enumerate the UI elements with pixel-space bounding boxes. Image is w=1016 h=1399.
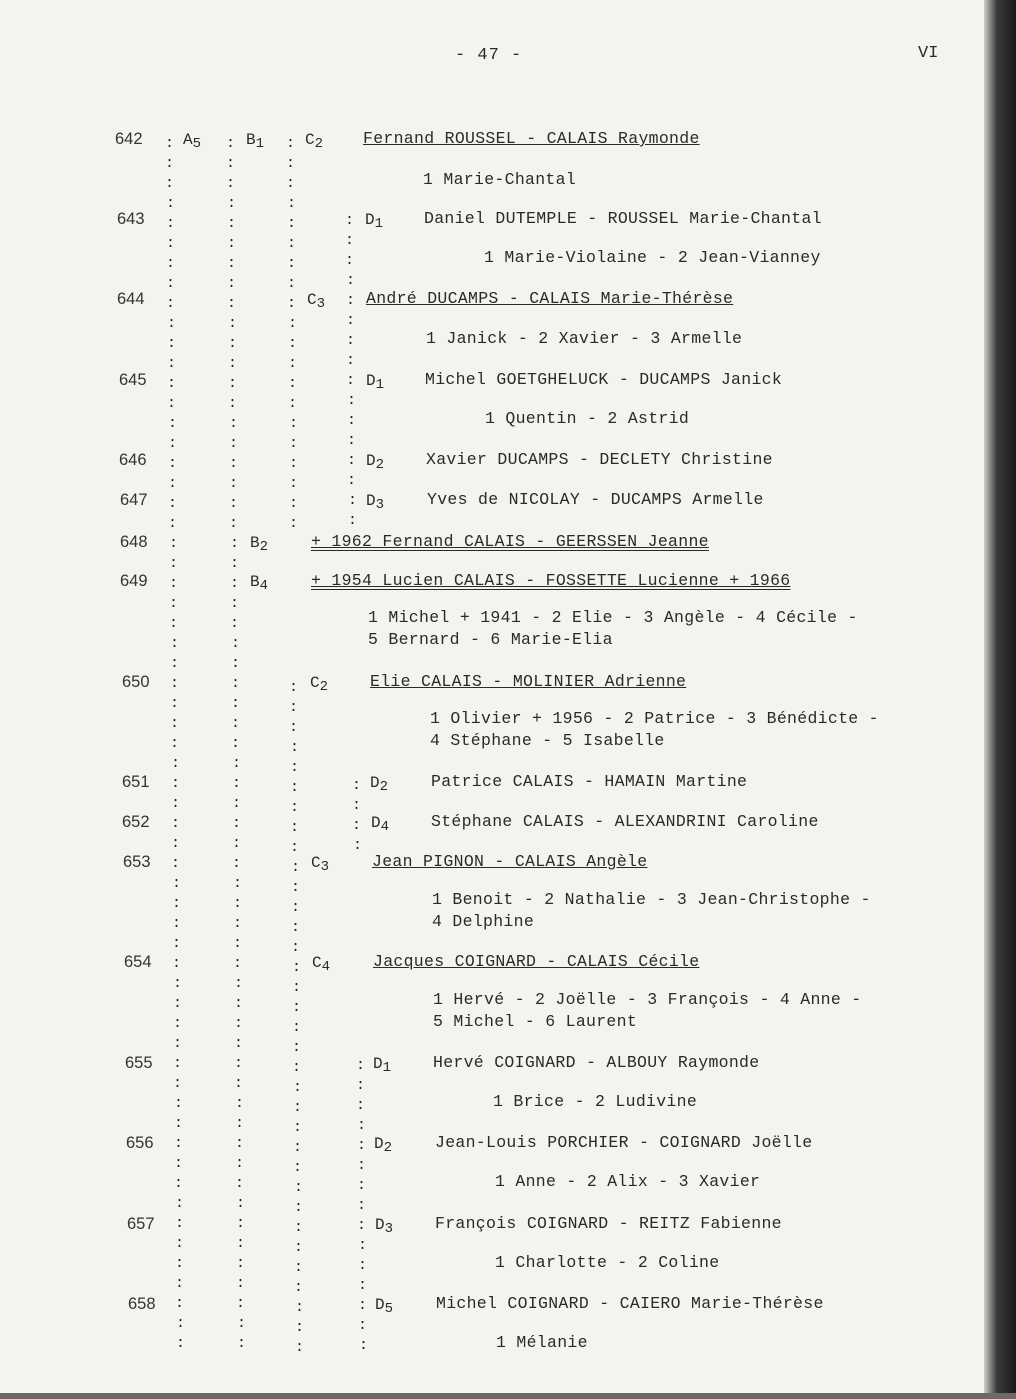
children-list: 1 Olivier + 1956 - 2 Patrice - 3 Bénédicte - — [430, 709, 879, 728]
ledger-colon: : — [359, 1337, 369, 1354]
entry-number: 658 — [128, 1295, 156, 1313]
entry-number: 651 — [122, 773, 150, 791]
ledger-colon: : — [234, 995, 244, 1012]
generation-marker: $D_1$ — [373, 1055, 392, 1076]
ledger-colon: : — [171, 775, 181, 792]
ledger-colon: : — [166, 195, 176, 212]
ledger-colon: : — [171, 855, 181, 872]
entry-number: 646 — [119, 451, 147, 469]
ledger-colon: : — [230, 575, 240, 592]
children-list: 1 Marie-Violaine - 2 Jean-Vianney — [484, 248, 821, 267]
ledger-colon: : — [170, 695, 180, 712]
ledger-colon: : — [357, 1157, 367, 1174]
entry-number: 644 — [117, 290, 145, 308]
generation-marker: $C_3$ — [311, 854, 330, 875]
couple-entry: Michel COIGNARD - CAIERO Marie-Thérèse — [436, 1294, 824, 1313]
children-list: 1 Marie-Chantal — [423, 170, 577, 189]
ledger-colon: : — [293, 1159, 303, 1176]
entry-number: 655 — [125, 1054, 153, 1072]
couple-entry: André DUCAMPS - CALAIS Marie-Thérèse — [366, 289, 734, 308]
ledger-colon: : — [229, 475, 239, 492]
ledger-colon: : — [287, 235, 297, 252]
ledger-colon: : — [294, 1259, 304, 1276]
couple-entry: Yves de NICOLAY - DUCAMPS Armelle — [427, 490, 764, 509]
ledger-colon: : — [292, 1019, 302, 1036]
ledger-colon: : — [288, 315, 298, 332]
entry-number: 648 — [120, 533, 148, 551]
ledger-colon: : — [356, 1057, 366, 1074]
scan-edge-bottom — [0, 1393, 1016, 1399]
couple-entry: Jean-Louis PORCHIER - COIGNARD Joëlle — [435, 1133, 813, 1152]
ledger-colon: : — [170, 675, 180, 692]
ledger-colon: : — [356, 1097, 366, 1114]
ledger-colon: : — [166, 275, 176, 292]
ledger-colon: : — [288, 355, 298, 372]
ledger-colon: : — [293, 1079, 303, 1096]
ledger-colon: : — [289, 455, 299, 472]
ledger-colon: : — [232, 835, 242, 852]
children-list: 1 Michel + 1941 - 2 Elie - 3 Angèle - 4 Cécile - — [368, 608, 858, 627]
ledger-colon: : — [292, 1059, 302, 1076]
ledger-colon: : — [175, 1235, 185, 1252]
ledger-colon: : — [166, 295, 176, 312]
ledger-colon: : — [230, 535, 240, 552]
couple-entry: Elie CALAIS - MOLINIER Adrienne — [370, 672, 687, 691]
ledger-colon: : — [172, 895, 182, 912]
ledger-colon: : — [286, 175, 296, 192]
ledger-colon: : — [290, 739, 300, 756]
ledger-colon: : — [228, 355, 238, 372]
entry-number: 650 — [122, 673, 150, 691]
ledger-colon: : — [166, 255, 176, 272]
ledger-colon: : — [230, 555, 240, 572]
children-list: 1 Quentin - 2 Astrid — [485, 409, 690, 428]
children-list: 1 Benoit - 2 Nathalie - 3 Jean-Christophe - — [432, 890, 871, 909]
ledger-colon: : — [291, 879, 301, 896]
ledger-colon: : — [232, 775, 242, 792]
ledger-colon: : — [168, 515, 178, 532]
ledger-colon: : — [229, 435, 239, 452]
ledger-colon: : — [171, 835, 181, 852]
ledger-colon: : — [175, 1295, 185, 1312]
entry-number: 642 — [115, 130, 143, 148]
ledger-colon: : — [168, 455, 178, 472]
couple-entry: Jean PIGNON - CALAIS Angèle — [372, 852, 648, 871]
ledger-colon: : — [175, 1275, 185, 1292]
ledger-colon: : — [231, 655, 241, 672]
ledger-colon: : — [231, 635, 241, 652]
ledger-colon: : — [292, 959, 302, 976]
ledger-colon: : — [352, 777, 362, 794]
ledger-colon: : — [236, 1275, 246, 1292]
entry-number: 649 — [120, 572, 148, 590]
ledger-colon: : — [227, 235, 237, 252]
ledger-colon: : — [173, 1055, 183, 1072]
ledger-colon: : — [292, 1039, 302, 1056]
ledger-colon: : — [286, 135, 296, 152]
ledger-colon: : — [232, 795, 242, 812]
entry-number: 643 — [117, 210, 145, 228]
ledger-colon: : — [175, 1195, 185, 1212]
ledger-colon: : — [287, 275, 297, 292]
ledger-colon: : — [170, 655, 180, 672]
ledger-colon: : — [228, 395, 238, 412]
ledger-colon: : — [235, 1175, 245, 1192]
ledger-colon: : — [358, 1317, 368, 1334]
ledger-colon: : — [289, 719, 299, 736]
ledger-colon: : — [232, 755, 242, 772]
ledger-colon: : — [346, 352, 356, 369]
ledger-colon: : — [347, 472, 357, 489]
ledger-colon: : — [231, 735, 241, 752]
scan-edge — [984, 0, 1016, 1399]
children-list: 1 Hervé - 2 Joëlle - 3 François - 4 Anne - — [433, 990, 862, 1009]
ledger-colon: : — [167, 335, 177, 352]
ledger-colon: : — [358, 1277, 368, 1294]
ledger-colon: : — [357, 1137, 367, 1154]
ledger-colon: : — [169, 555, 179, 572]
ledger-colon: : — [288, 375, 298, 392]
ledger-colon: : — [169, 595, 179, 612]
ledger-colon: : — [173, 1015, 183, 1032]
couple-entry: Stéphane CALAIS - ALEXANDRINI Caroline — [431, 812, 819, 831]
ledger-colon: : — [346, 292, 356, 309]
ledger-colon: : — [347, 432, 357, 449]
ledger-colon: : — [358, 1257, 368, 1274]
ledger-colon: : — [237, 1315, 247, 1332]
ledger-colon: : — [174, 1115, 184, 1132]
ledger-colon: : — [294, 1179, 304, 1196]
couple-entry: Jacques COIGNARD - CALAIS Cécile — [373, 952, 700, 971]
ledger-colon: : — [286, 155, 296, 172]
couple-entry: + 1954 Lucien CALAIS - FOSSETTE Lucienne + 1966 — [311, 571, 791, 590]
ledger-colon: : — [233, 955, 243, 972]
ledger-colon: : — [233, 875, 243, 892]
ledger-colon: : — [174, 1095, 184, 1112]
ledger-colon: : — [174, 1175, 184, 1192]
couple-entry: Patrice CALAIS - HAMAIN Martine — [431, 772, 748, 791]
ledger-colon: : — [173, 1035, 183, 1052]
ledger-colon: : — [346, 332, 356, 349]
ledger-colon: : — [168, 475, 178, 492]
section-number: VI — [918, 44, 939, 63]
ledger-colon: : — [175, 1255, 185, 1272]
couple-entry: Xavier DUCAMPS - DECLETY Christine — [426, 450, 773, 469]
couple-entry: Hervé COIGNARD - ALBOUY Raymonde — [433, 1053, 760, 1072]
ledger-colon: : — [289, 699, 299, 716]
ledger-colon: : — [231, 695, 241, 712]
ledger-colon: : — [168, 435, 178, 452]
ledger-colon: : — [235, 1115, 245, 1132]
ledger-colon: : — [168, 415, 178, 432]
ledger-colon: : — [357, 1117, 367, 1134]
generation-marker: $D_2$ — [366, 452, 385, 473]
ledger-colon: : — [167, 355, 177, 372]
ledger-colon: : — [293, 1139, 303, 1156]
ledger-colon: : — [172, 935, 182, 952]
ledger-colon: : — [170, 735, 180, 752]
ledger-colon: : — [235, 1155, 245, 1172]
entry-number: 652 — [122, 813, 150, 831]
generation-marker: $D_2$ — [370, 774, 389, 795]
entry-number: 645 — [119, 371, 147, 389]
ledger-colon: : — [295, 1339, 305, 1356]
ledger-colon: : — [289, 415, 299, 432]
ledger-colon: : — [289, 475, 299, 492]
ledger-colon: : — [352, 817, 362, 834]
ledger-colon: : — [170, 715, 180, 732]
ledger-colon: : — [346, 272, 356, 289]
ledger-colon: : — [237, 1335, 247, 1352]
ledger-colon: : — [236, 1235, 246, 1252]
generation-marker: $D_1$ — [366, 372, 385, 393]
children-list-continued: 5 Michel - 6 Laurent — [433, 1012, 638, 1031]
generation-marker: $D_5$ — [375, 1296, 394, 1317]
ledger-colon: : — [352, 797, 362, 814]
generation-marker: $D_3$ — [366, 492, 385, 513]
ledger-colon: : — [234, 1075, 244, 1092]
generation-marker: $C_3$ — [307, 291, 326, 312]
entry-number: 654 — [124, 953, 152, 971]
ledger-colon: : — [232, 855, 242, 872]
ledger-colon: : — [287, 215, 297, 232]
ledger-colon: : — [231, 715, 241, 732]
ledger-colon: : — [174, 1155, 184, 1172]
ledger-colon: : — [228, 315, 238, 332]
ledger-colon: : — [234, 975, 244, 992]
generation-marker: $C_4$ — [312, 954, 331, 975]
ledger-colon: : — [170, 635, 180, 652]
ledger-colon: : — [230, 595, 240, 612]
ledger-colon: : — [173, 995, 183, 1012]
children-list-continued: 5 Bernard - 6 Marie-Elia — [368, 630, 613, 649]
generation-marker: $C_2$ — [310, 674, 329, 695]
generation-marker: $C_2$ — [305, 131, 324, 152]
ledger-colon: : — [172, 955, 182, 972]
entry-number: 647 — [120, 491, 148, 509]
ledger-colon: : — [294, 1199, 304, 1216]
ledger-colon: : — [229, 515, 239, 532]
ledger-colon: : — [166, 215, 176, 232]
ledger-colon: : — [357, 1217, 367, 1234]
ledger-colon: : — [171, 795, 181, 812]
ledger-colon: : — [233, 895, 243, 912]
ledger-colon: : — [353, 837, 363, 854]
ledger-colon: : — [176, 1315, 186, 1332]
ledger-colon: : — [294, 1279, 304, 1296]
ledger-colon: : — [236, 1215, 246, 1232]
ledger-colon: : — [295, 1299, 305, 1316]
ledger-colon: : — [167, 395, 177, 412]
ledger-colon: : — [357, 1197, 367, 1214]
couple-entry: Michel GOETGHELUCK - DUCAMPS Janick — [425, 370, 783, 389]
ledger-colon: : — [291, 919, 301, 936]
ledger-colon: : — [171, 755, 181, 772]
ledger-colon: : — [289, 435, 299, 452]
generation-marker: $D_2$ — [374, 1135, 393, 1156]
ledger-colon: : — [234, 1035, 244, 1052]
ledger-colon: : — [347, 452, 357, 469]
couple-entry: François COIGNARD - REITZ Fabienne — [435, 1214, 782, 1233]
generation-marker: $D_4$ — [371, 814, 390, 835]
ledger-colon: : — [346, 372, 356, 389]
couple-entry: Fernand ROUSSEL - CALAIS Raymonde — [363, 129, 700, 148]
ledger-colon: : — [348, 512, 358, 529]
ledger-colon: : — [236, 1255, 246, 1272]
ledger-colon: : — [234, 1015, 244, 1032]
generation-marker: $D_3$ — [375, 1216, 394, 1237]
children-list: 1 Charlotte - 2 Coline — [495, 1253, 720, 1272]
ledger-colon: : — [172, 875, 182, 892]
ledger-colon: : — [291, 859, 301, 876]
ledger-colon: : — [228, 335, 238, 352]
ledger-colon: : — [169, 575, 179, 592]
generation-marker: $B_2$ — [250, 534, 269, 555]
ledger-colon: : — [292, 999, 302, 1016]
ledger-colon: : — [234, 1055, 244, 1072]
generation-marker: $D_1$ — [365, 211, 384, 232]
children-list: 1 Mélanie — [496, 1333, 588, 1352]
ledger-colon: : — [287, 195, 297, 212]
ledger-colon: : — [235, 1135, 245, 1152]
ledger-colon: : — [227, 295, 237, 312]
ledger-colon: : — [345, 232, 355, 249]
entry-number: 653 — [123, 853, 151, 871]
ledger-colon: : — [229, 495, 239, 512]
ledger-colon: : — [165, 135, 175, 152]
ledger-colon: : — [173, 1075, 183, 1092]
ledger-colon: : — [231, 675, 241, 692]
ledger-colon: : — [293, 1099, 303, 1116]
ledger-colon: : — [171, 815, 181, 832]
children-list: 1 Brice - 2 Ludivine — [493, 1092, 698, 1111]
ledger-colon: : — [229, 415, 239, 432]
ledger-colon: : — [293, 1119, 303, 1136]
ledger-colon: : — [233, 935, 243, 952]
ledger-colon: : — [288, 395, 298, 412]
ledger-colon: : — [236, 1195, 246, 1212]
ledger-colon: : — [345, 212, 355, 229]
ledger-colon: : — [347, 412, 357, 429]
level-a: $A_5$ — [183, 131, 202, 152]
ledger-colon: : — [236, 1295, 246, 1312]
ledger-colon: : — [176, 1335, 186, 1352]
ledger-colon: : — [227, 215, 237, 232]
entry-number: 656 — [126, 1134, 154, 1152]
entry-number: 657 — [127, 1215, 155, 1233]
couple-entry: + 1962 Fernand CALAIS - GEERSSEN Jeanne — [311, 532, 709, 551]
ledger-colon: : — [295, 1319, 305, 1336]
ledger-colon: : — [357, 1177, 367, 1194]
ledger-colon: : — [169, 535, 179, 552]
ledger-colon: : — [229, 455, 239, 472]
ledger-colon: : — [358, 1297, 368, 1314]
children-list: 1 Janick - 2 Xavier - 3 Armelle — [426, 329, 743, 348]
ledger-colon: : — [166, 235, 176, 252]
ledger-colon: : — [292, 979, 302, 996]
ledger-colon: : — [291, 939, 301, 956]
ledger-colon: : — [288, 335, 298, 352]
ledger-colon: : — [358, 1237, 368, 1254]
ledger-colon: : — [226, 155, 236, 172]
ledger-colon: : — [173, 975, 183, 992]
ledger-colon: : — [289, 495, 299, 512]
ledger-colon: : — [291, 899, 301, 916]
ledger-colon: : — [227, 275, 237, 292]
ledger-colon: : — [227, 195, 237, 212]
ledger-colon: : — [235, 1095, 245, 1112]
ledger-colon: : — [348, 492, 358, 509]
ledger-colon: : — [165, 155, 175, 172]
children-list-continued: 4 Delphine — [432, 912, 535, 931]
children-list-continued: 4 Stéphane - 5 Isabelle — [430, 731, 665, 750]
ledger-colon: : — [290, 759, 300, 776]
ledger-colon: : — [345, 252, 355, 269]
ledger-colon: : — [165, 175, 175, 192]
ledger-colon: : — [294, 1239, 304, 1256]
ledger-colon: : — [174, 1135, 184, 1152]
ledger-colon: : — [290, 839, 300, 856]
ledger-colon: : — [290, 779, 300, 796]
generation-marker: $B_4$ — [250, 573, 269, 594]
ledger-colon: : — [289, 515, 299, 532]
ledger-colon: : — [346, 312, 356, 329]
ledger-colon: : — [228, 375, 238, 392]
level-b: $B_1$ — [246, 131, 265, 152]
ledger-colon: : — [233, 915, 243, 932]
ledger-colon: : — [290, 819, 300, 836]
ledger-colon: : — [226, 135, 236, 152]
ledger-colon: : — [289, 679, 299, 696]
page-number: - 47 - — [455, 46, 523, 65]
ledger-colon: : — [175, 1215, 185, 1232]
ledger-colon: : — [172, 915, 182, 932]
ledger-colon: : — [290, 799, 300, 816]
ledger-colon: : — [168, 495, 178, 512]
ledger-colon: : — [227, 255, 237, 272]
ledger-colon: : — [294, 1219, 304, 1236]
children-list: 1 Anne - 2 Alix - 3 Xavier — [495, 1172, 761, 1191]
ledger-colon: : — [347, 392, 357, 409]
ledger-colon: : — [356, 1077, 366, 1094]
ledger-colon: : — [167, 315, 177, 332]
couple-entry: Daniel DUTEMPLE - ROUSSEL Marie-Chantal — [424, 209, 822, 228]
ledger-colon: : — [226, 175, 236, 192]
ledger-colon: : — [287, 295, 297, 312]
ledger-colon: : — [230, 615, 240, 632]
ledger-colon: : — [287, 255, 297, 272]
ledger-colon: : — [167, 375, 177, 392]
ledger-colon: : — [232, 815, 242, 832]
ledger-colon: : — [169, 615, 179, 632]
